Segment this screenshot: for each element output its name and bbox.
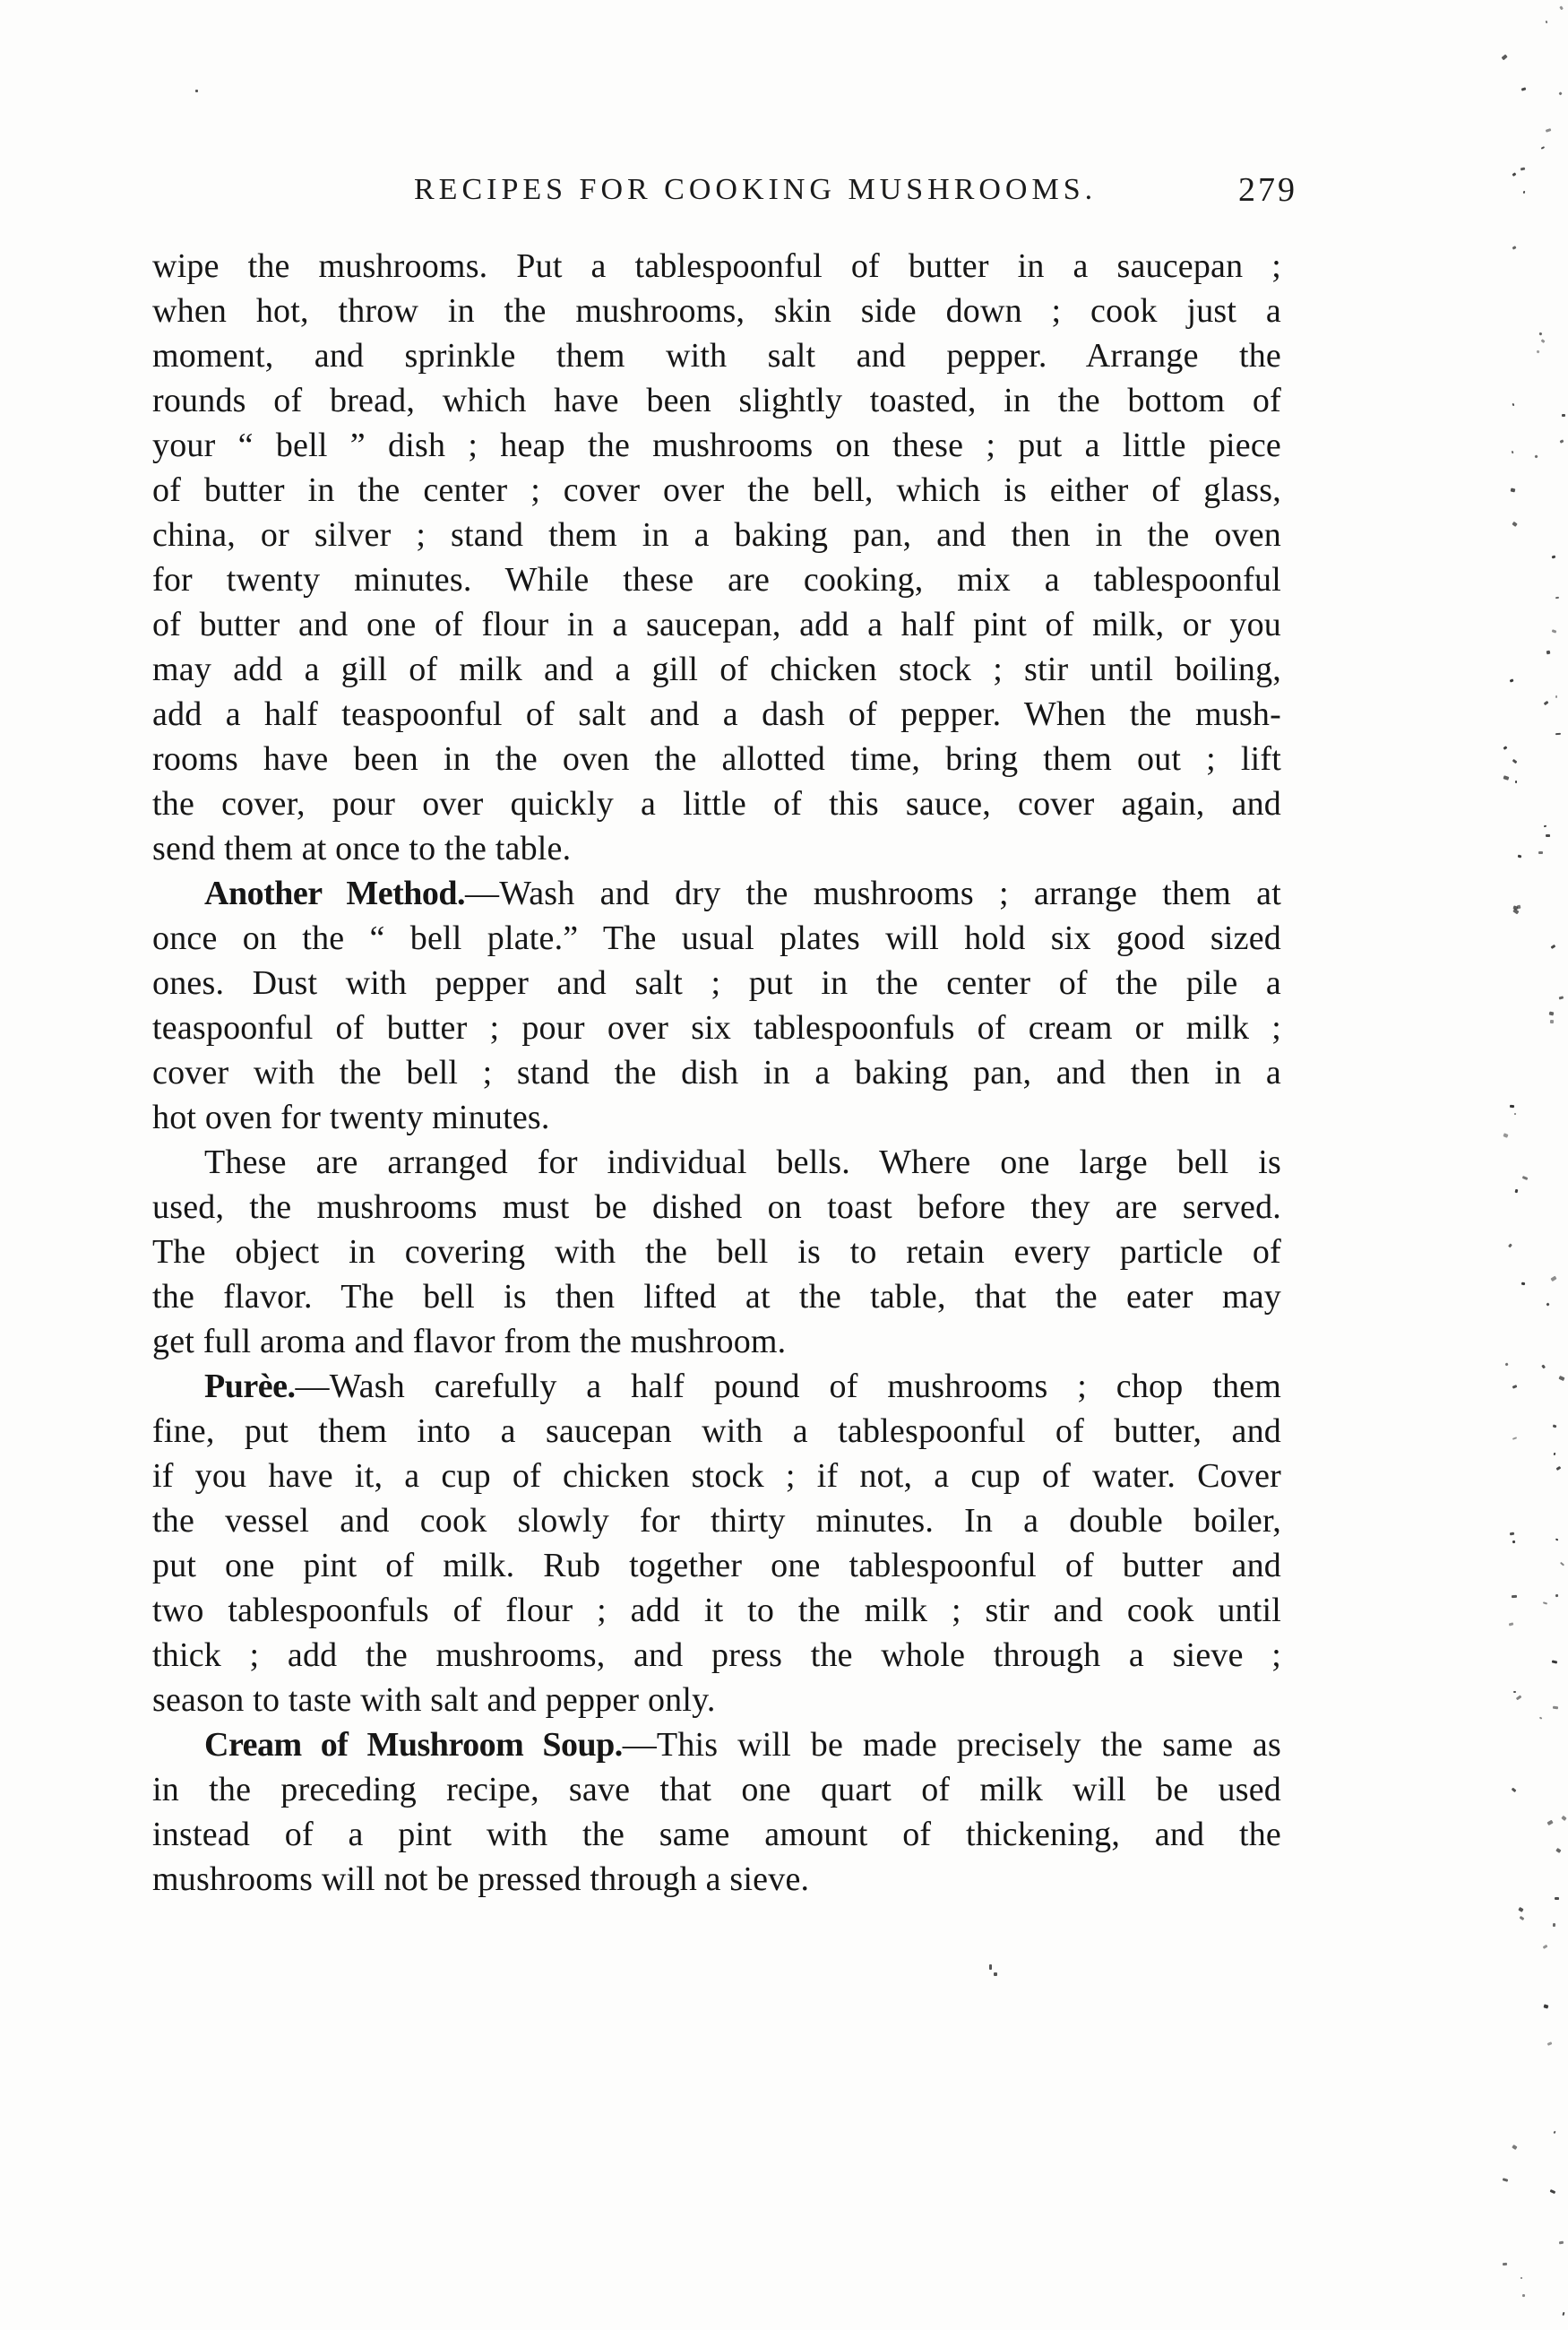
speck [1544,2004,1549,2008]
speck [1548,1012,1554,1016]
text-line: may add a gill of milk and a gill of chicken stock ; stir until boiling, [152,651,1281,688]
speck [1515,1189,1518,1193]
text-line: your “ bell ” dish ; heap the mushrooms on these ; put a little piece [152,427,1281,464]
speck [1554,1453,1556,1455]
speck [1503,2263,1507,2265]
speck [1512,172,1518,177]
speck [1554,2130,1557,2134]
text-line: the cover, pour over quickly a little of this sauce, cover again, and [152,785,1281,823]
speck [1521,2277,1522,2279]
text-line: if you have it, a cup of chicken stock ; if not, a cup of water. Cover [152,1457,1281,1495]
paragraph [152,1364,1281,1722]
speck [1510,488,1515,492]
speck [1551,556,1555,559]
speck [1503,746,1508,750]
speck [1559,996,1564,1000]
speck [989,1964,992,1970]
speck [1513,1113,1516,1116]
speck [1521,2294,1524,2298]
speck [1512,1594,1517,1597]
paragraph [152,1140,1281,1364]
speck [1521,87,1526,91]
text-line: fine, put them into a saucepan with a tablespoonful of butter, and [152,1412,1281,1450]
speck [1546,1303,1549,1307]
text-line: hot oven for twenty minutes. [152,1099,550,1136]
speck [1512,522,1518,527]
speck [1552,1424,1556,1428]
speck [1547,1820,1554,1825]
speck [1541,1365,1546,1369]
page-title: RECIPES FOR COOKING MUSHROOMS. [414,173,1098,206]
recipe-heading: Purèe. [204,1368,296,1405]
text-line: cover with the bell ; stand the dish in a baking pan, and then in a [152,1054,1281,1092]
speck [1563,2312,1565,2316]
text-line: used, the mushrooms must be dished on toast before they are served. [152,1188,1281,1226]
text-line: put one pint of milk. Rub together one tablespoonful of butter and [152,1547,1281,1584]
speck [1545,21,1547,24]
speck [1553,1705,1558,1709]
text-line: mushrooms will not be pressed through a sieve. [152,1860,810,1898]
speck [1511,1787,1516,1792]
text-line: send them at once to the table. [152,830,572,867]
speck [1540,339,1545,343]
speck [1545,128,1550,132]
text-line: get full aroma and flavor from the mushroom. [152,1323,787,1360]
speck [1550,1276,1556,1282]
speck [1556,1466,1562,1471]
text-line: add a half teaspoonful of salt and a dash of pepper. When the mush- [152,695,1281,733]
speck [1513,1691,1516,1693]
text-line: when hot, throw in the mushrooms, skin side down ; cook just a [152,292,1281,330]
speck [1538,1716,1542,1719]
speck [1512,1540,1515,1543]
text-line: moment, and sprinkle them with salt and pepper. Arrange the [152,337,1281,375]
speck [1545,834,1549,838]
speck [1544,825,1546,828]
recipe-heading: Another Method. [204,875,465,912]
speck [1552,629,1557,633]
speck [1559,1376,1565,1381]
text-line: of butter and one of flour in a saucepan, add a half pint of milk, or you [152,606,1281,643]
speck [1510,1105,1514,1108]
speck [1555,695,1558,698]
speck [1519,1907,1524,1912]
speck [1516,1695,1521,1700]
text-line: thick ; add the mushrooms, and press the whole through a sieve ; [152,1636,1281,1674]
speck [1512,1437,1518,1440]
speck [1518,854,1521,858]
speck [1534,455,1538,459]
speck [1555,1593,1559,1596]
speck [1546,651,1550,655]
text-line: instead of a pint with the same amount of thickening, and the [152,1816,1281,1853]
recipe-heading: Cream of Mushroom Soup. [204,1726,623,1764]
speck [1512,909,1519,914]
speck [1555,1848,1561,1853]
speck [1516,905,1521,910]
speck [1543,1602,1548,1606]
text-line: rooms have been in the oven the allotted time, bring them out ; lift [152,740,1281,778]
speck [1537,350,1540,353]
speck [1555,1539,1558,1541]
text-line: wipe the mushrooms. Put a tablespoonful of butter in a saucepan ; [152,247,1281,285]
speck [1560,439,1564,444]
speck [1539,332,1542,335]
speck [1505,1362,1509,1366]
speck [1559,92,1563,96]
text-line: ones. Dust with pepper and salt ; put in the center of the pile a [152,964,1281,1002]
speck [1555,597,1558,600]
text-line: season to taste with salt and pepper only. [152,1681,716,1719]
speck [1550,945,1555,949]
text-line: in the preceding recipe, save that one quart of milk will be used [152,1771,1281,1808]
speck [1515,780,1517,783]
text-line-rest: —Wash and dry the mushrooms ; arrange them at [465,875,1281,912]
speck [1502,2178,1507,2181]
text-line: for twenty minutes. While these are cooking, mix a tablespoonful [152,561,1281,599]
speck [1544,701,1549,705]
text-line: the vessel and cook slowly for thirty minutes. In a double boiler, [152,1502,1281,1540]
speck [1562,1816,1568,1821]
speck [1552,1660,1557,1663]
text-line: The object in covering with the bell is to retain every particle of [152,1233,1281,1271]
speck [1559,5,1563,9]
speck [1512,1385,1517,1389]
speck [1547,2041,1553,2046]
speck [1521,1282,1526,1286]
speck [1538,851,1543,854]
speck [1512,450,1514,453]
speck [1560,1562,1564,1566]
text-line: teaspoonful of butter ; pour over six tablespoonfuls of cream or milk ; [152,1009,1281,1047]
text-line: china, or silver ; stand them in a baking pan, and then in the oven [152,516,1281,554]
text-line: two tablespoonfuls of flour ; add it to the milk ; stir and cook until [152,1592,1281,1629]
paragraph [152,244,1281,871]
text-line: once on the “ bell plate.” The usual plates will hold six good sized [152,919,1281,957]
speck [1542,1945,1546,1949]
speck [1512,905,1518,910]
text-line-rest: —This will be made precisely the same as [622,1726,1281,1764]
speck [1559,2240,1564,2244]
text-line [152,871,1281,916]
text-line: These are arranged for individual bells. Where one large bell is [204,1143,1281,1181]
paragraph [152,1722,1281,1902]
body-text [152,244,1281,1902]
speck [1510,1532,1515,1536]
speck [1512,2144,1517,2150]
speck [1510,678,1514,682]
speck [1550,1020,1554,1023]
speck [1503,1133,1508,1137]
speck [1555,1897,1559,1900]
page-number: 279 [1238,171,1297,209]
speck [1503,775,1510,780]
speck [1519,1916,1524,1920]
speck [1508,1244,1512,1248]
speck [1522,1176,1529,1180]
text-line: the flavor. The bell is then lifted at the table, that the eater may [152,1278,1281,1316]
speck [1541,147,1545,151]
text-line-rest: —Wash carefully a half pound of mushrooms ; chop them [295,1368,1281,1405]
speck [1562,414,1565,418]
speck [1520,167,1525,170]
running-head [152,173,1299,218]
speck [1509,1622,1513,1626]
text-line: rounds of bread, which have been slightly toasted, in the bottom of [152,382,1281,419]
speck [1511,1106,1513,1109]
speck [994,1972,997,1976]
speck [1502,55,1508,60]
speck [1512,246,1517,249]
speck [195,90,198,92]
speck [1553,1923,1555,1927]
speck [1512,759,1518,764]
speck [1550,2189,1555,2194]
text-line: of butter in the center ; cover over the bell, which is either of glass, [152,471,1281,509]
text-line [152,1722,1281,1767]
text-line [152,1364,1281,1409]
speck [1555,733,1561,736]
paragraph [152,871,1281,1140]
speck [1512,402,1514,406]
speck [1522,191,1525,194]
